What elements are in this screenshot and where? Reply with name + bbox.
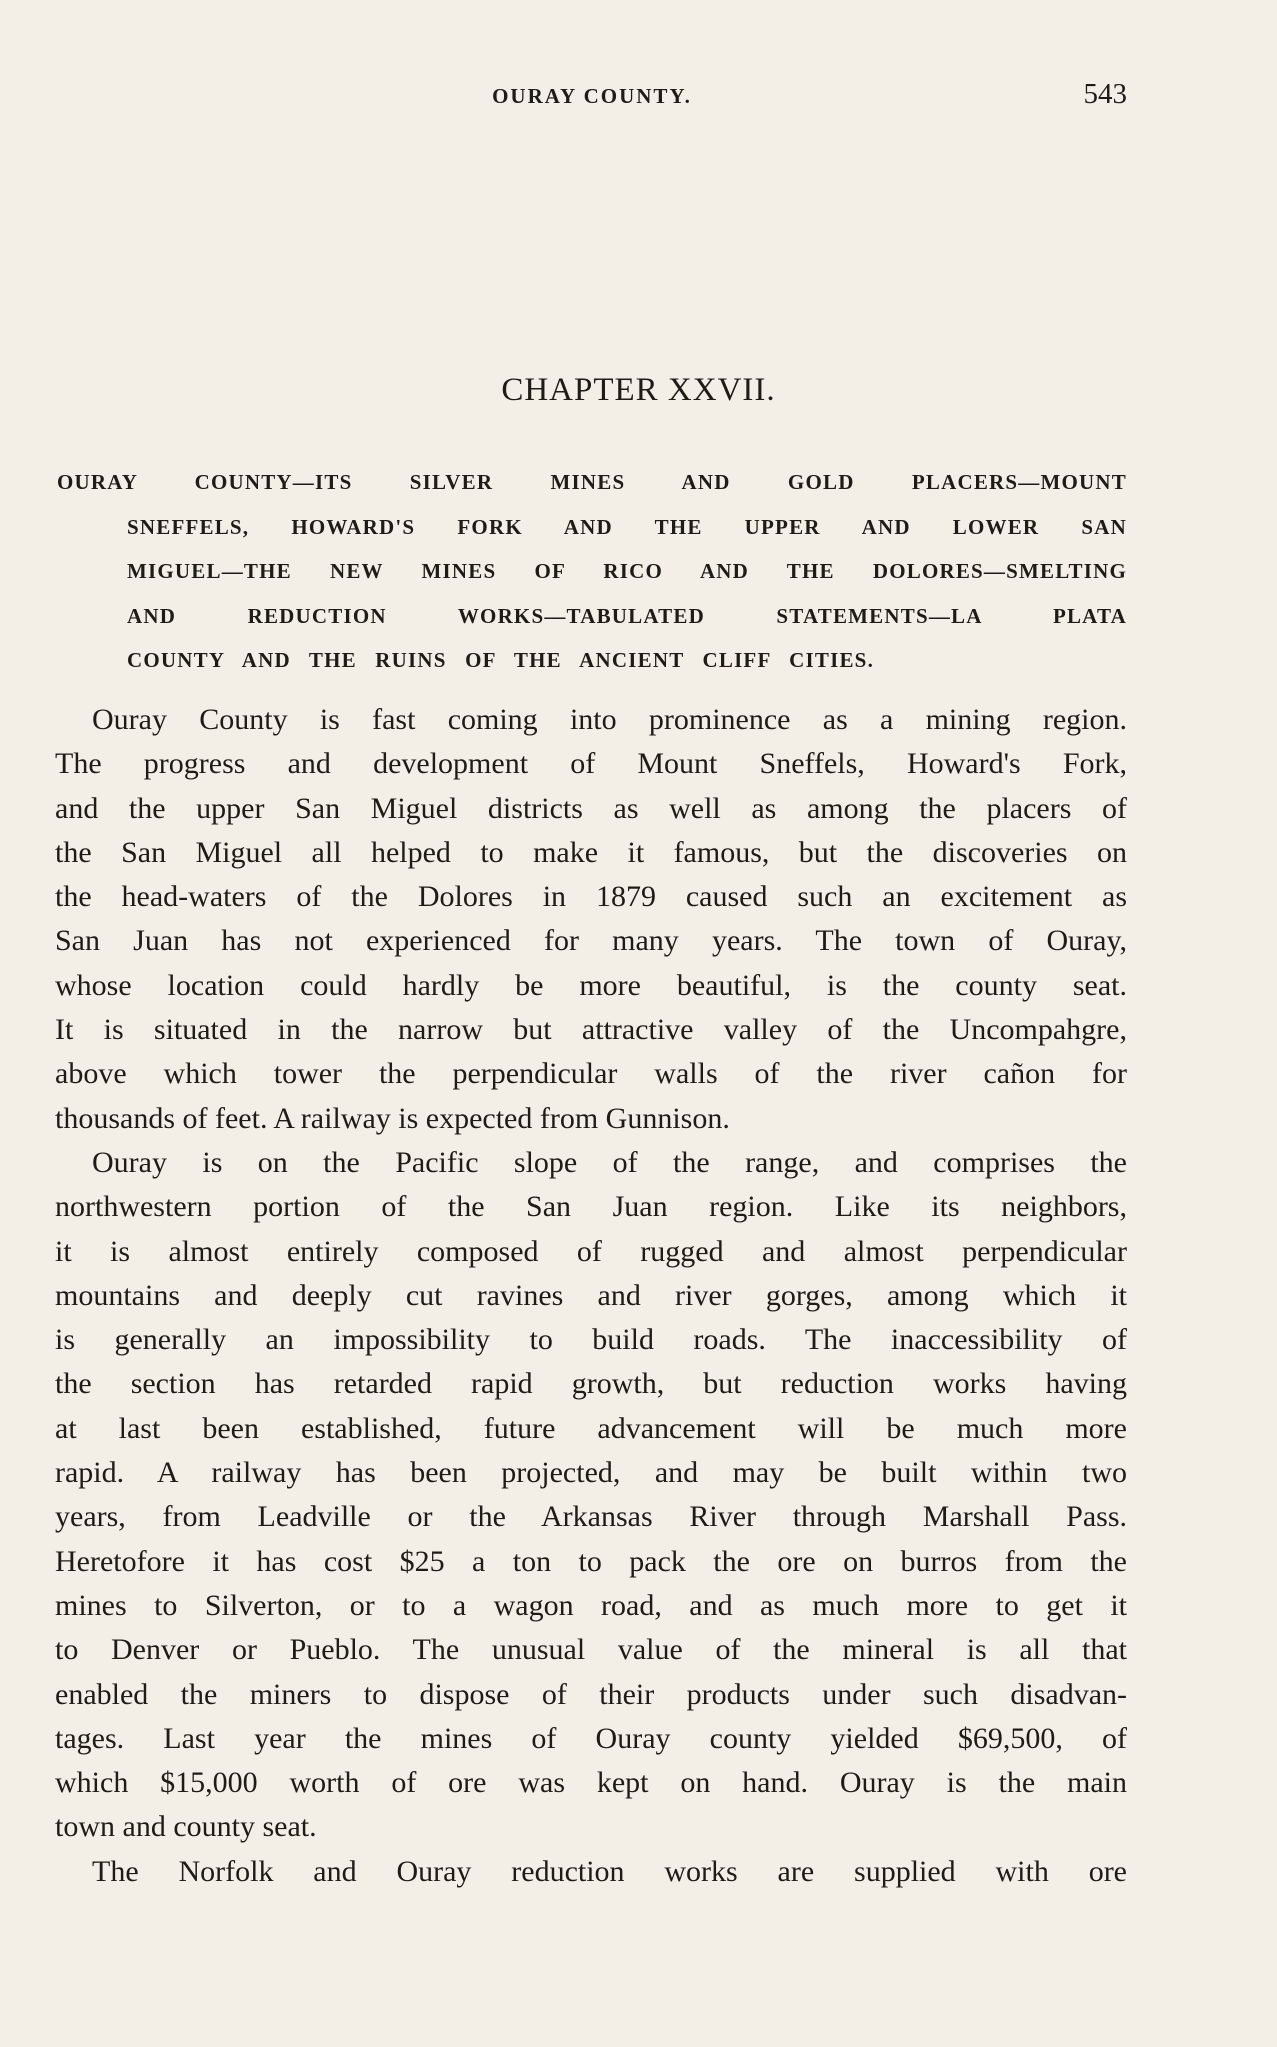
text-line: years, from Leadville or the Arkansas River through Marshall Pass. — [55, 1500, 1127, 1534]
text-line: is generally an impossibility to build roads. The inaccessibility of — [55, 1323, 1127, 1357]
text-line: thousands of feet. A railway is expected from Gunnison. — [55, 1101, 730, 1135]
text-line: Ouray is on the Pacific slope of the range, and comprises the — [92, 1145, 1127, 1179]
text-line: The Norfolk and Ouray reduction works are supplied with ore — [92, 1854, 1127, 1888]
text-line: northwestern portion of the San Juan region. Like its neighbors, — [55, 1190, 1127, 1224]
text-line: tages. Last year the mines of Ouray county yielded $69,500, of — [55, 1721, 1127, 1755]
text-line: enabled the miners to dispose of their products under such disadvan- — [55, 1677, 1127, 1711]
synopsis-line: SNEFFELS, HOWARD'S FORK AND THE UPPER AND LOWER SAN — [127, 514, 1127, 539]
text-line: the San Miguel all helped to make it famous, but the discoveries on — [55, 835, 1127, 869]
text-line: rapid. A railway has been projected, and may be built within two — [55, 1456, 1127, 1490]
synopsis-line: COUNTY AND THE RUINS OF THE ANCIENT CLIFF CITIES. — [127, 648, 875, 672]
text-line: which $15,000 worth of ore was kept on hand. Ouray is the main — [55, 1766, 1127, 1800]
running-title: OURAY COUNTY. — [492, 84, 692, 108]
text-line: It is situated in the narrow but attractive valley of the Uncompahgre, — [55, 1013, 1127, 1047]
running-header — [57, 78, 1127, 114]
text-line: Heretofore it has cost $25 a ton to pack the ore on burros from the — [55, 1544, 1127, 1578]
synopsis-line: AND REDUCTION WORKS—TABULATED STATEMENTS—LA PLATA — [127, 603, 1127, 628]
text-line: it is almost entirely composed of rugged and almost perpendicular — [55, 1234, 1127, 1268]
text-line: above which tower the perpendicular walls of the river cañon for — [55, 1057, 1127, 1091]
synopsis-line: OURAY COUNTY—ITS SILVER MINES AND GOLD PLACERS—MOUNT — [57, 470, 1127, 494]
text-line: at last been established, future advancement will be much more — [55, 1411, 1127, 1445]
chapter-title: CHAPTER XXVII. — [501, 372, 776, 408]
text-line: the section has retarded rapid growth, but reduction works having — [55, 1367, 1127, 1401]
text-line: and the upper San Miguel districts as well as among the placers of — [55, 791, 1127, 825]
text-line: Ouray County is fast coming into prominence as a mining region. — [92, 703, 1127, 736]
text-line: mines to Silverton, or to a wagon road, and as much more to get it — [55, 1588, 1127, 1622]
text-line: The progress and development of Mount Sneffels, Howard's Fork, — [55, 747, 1127, 781]
text-line: to Denver or Pueblo. The unusual value of the mineral is all that — [55, 1633, 1127, 1667]
text-line: whose location could hardly be more beautiful, is the county seat. — [55, 968, 1127, 1002]
text-line: mountains and deeply cut ravines and river gorges, among which it — [55, 1278, 1127, 1312]
body-text — [55, 698, 1127, 1894]
text-line: town and county seat. — [55, 1810, 317, 1844]
text-line: the head-waters of the Dolores in 1879 caused such an excitement as — [55, 880, 1127, 914]
chapter-synopsis — [57, 460, 1127, 683]
synopsis-line: MIGUEL—THE NEW MINES OF RICO AND THE DOLORES—SMELTING — [127, 559, 1127, 583]
text-line: San Juan has not experienced for many years. The town of Ouray, — [55, 924, 1127, 958]
page-number: 543 — [1083, 78, 1127, 110]
